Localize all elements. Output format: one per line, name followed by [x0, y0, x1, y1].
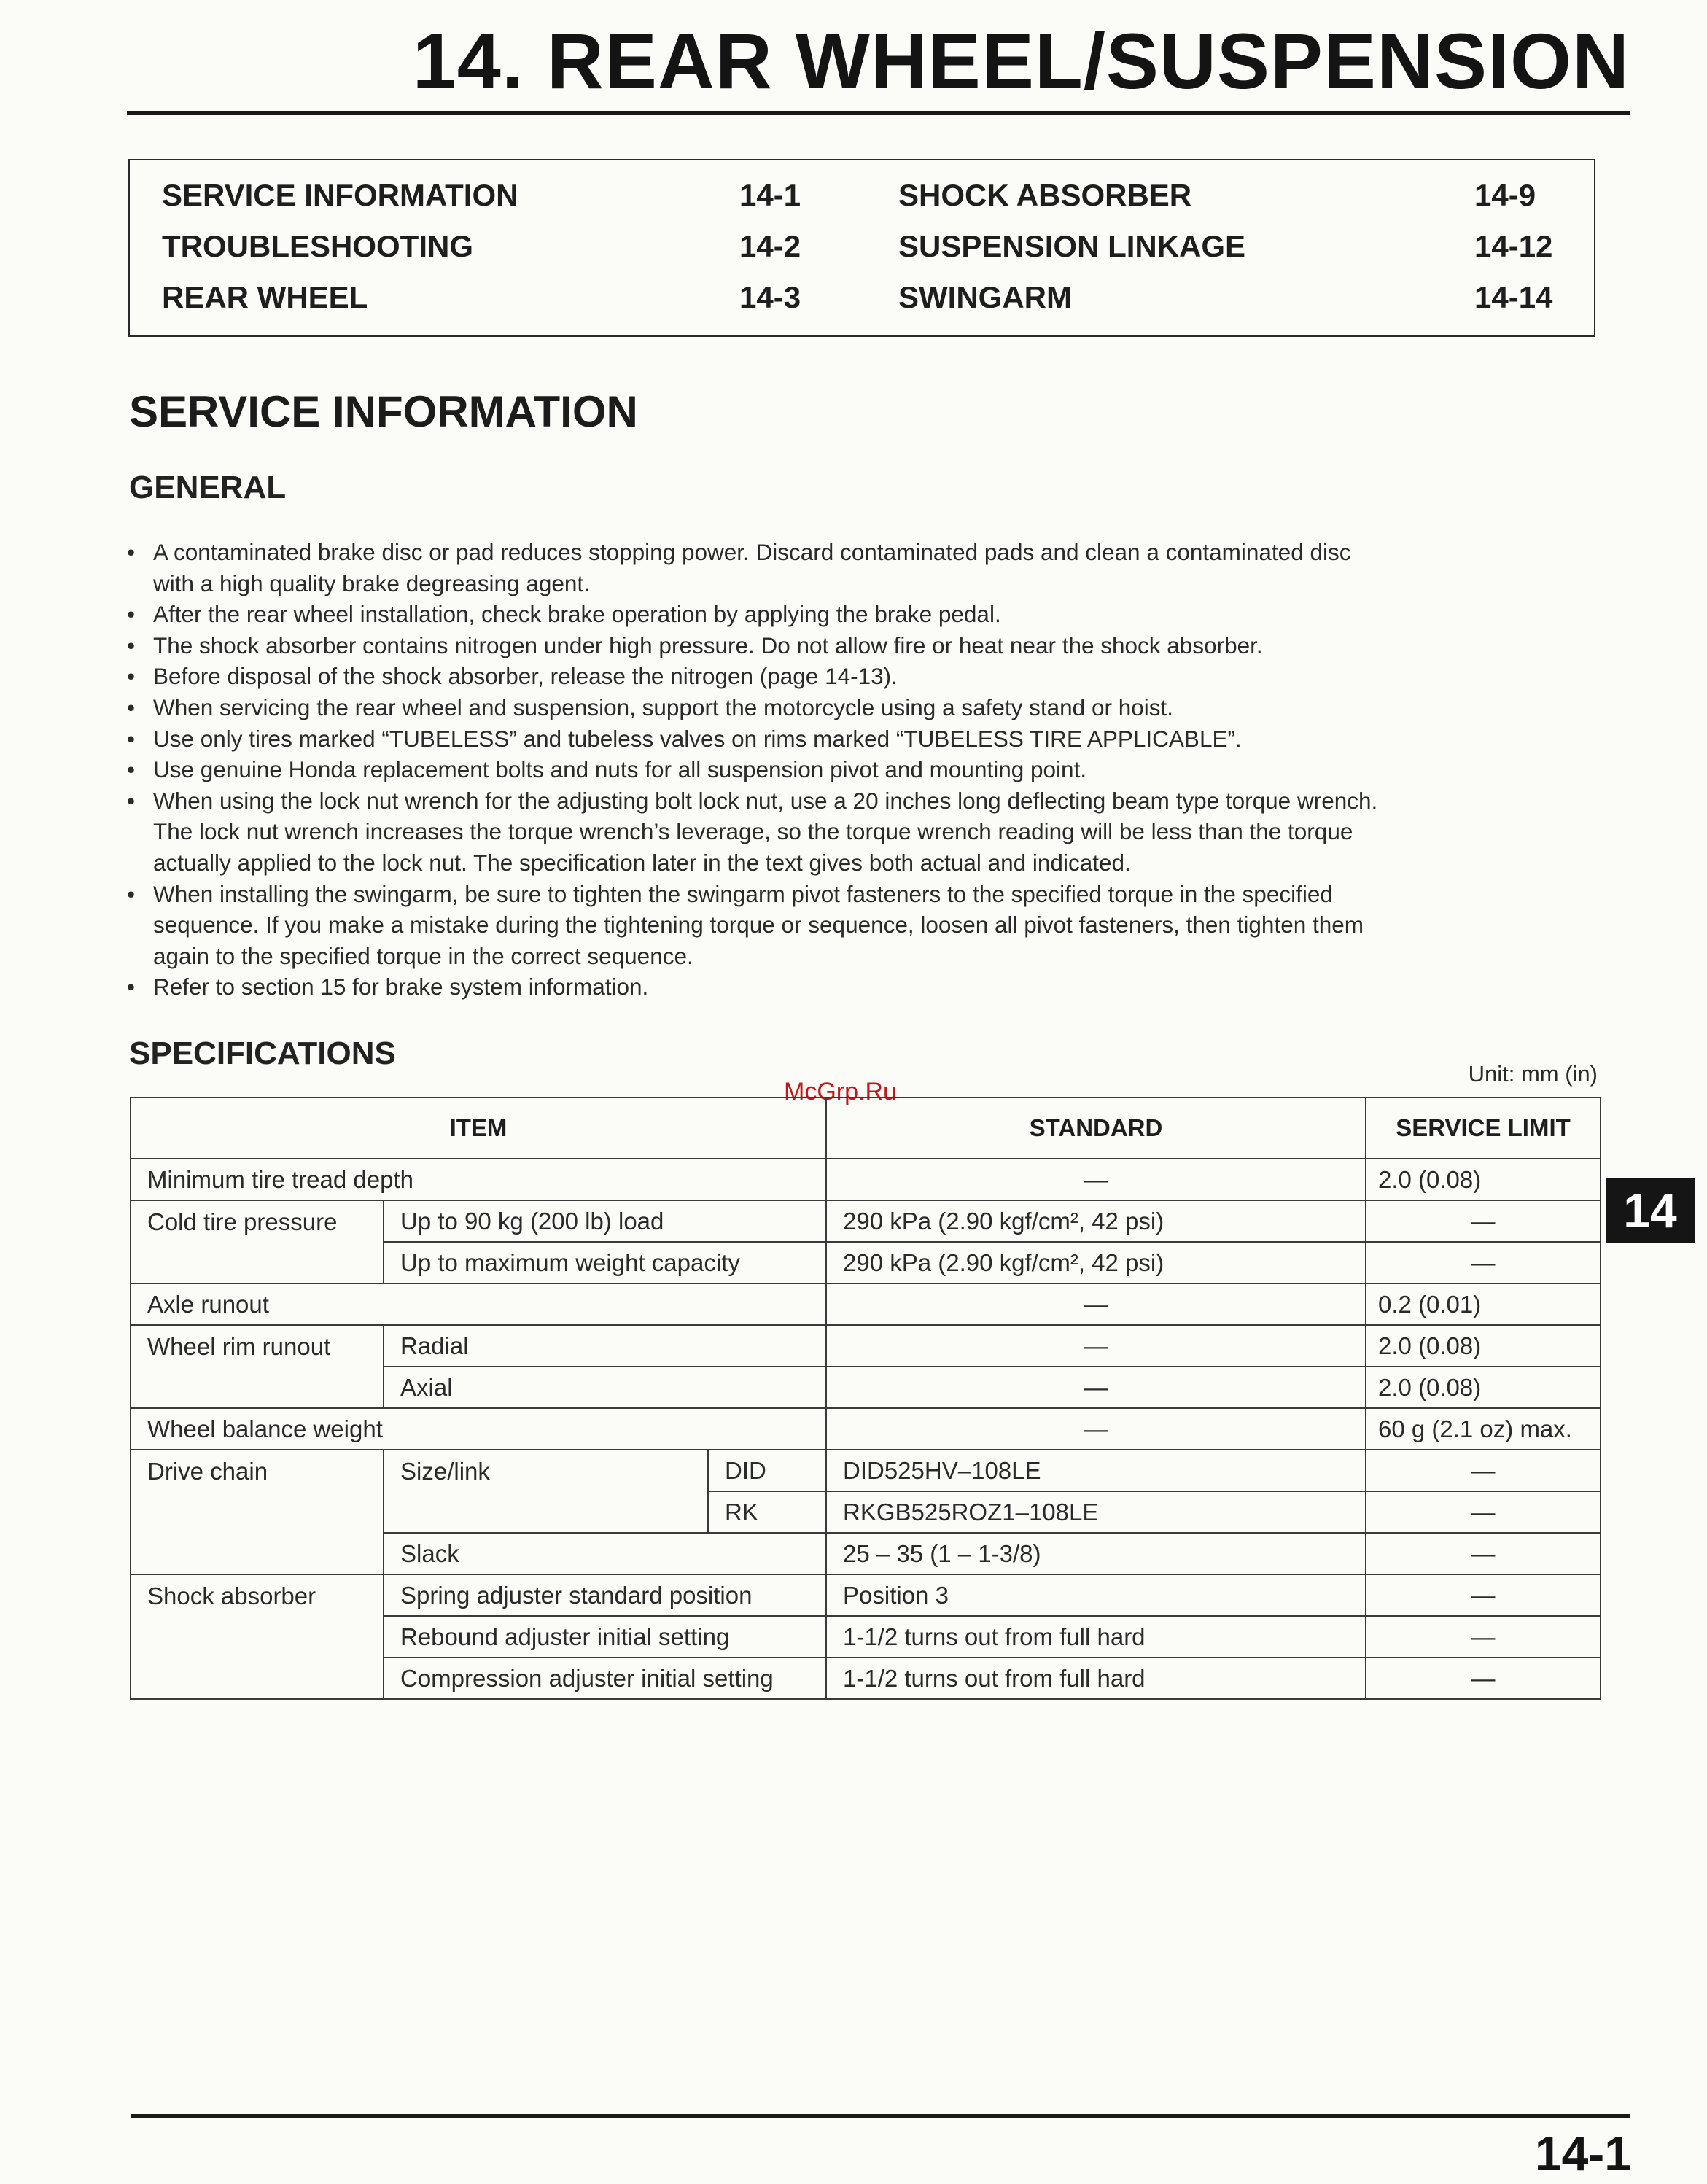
unit-label: Unit: mm (in) — [1468, 1061, 1598, 1087]
page-number: 14-1 — [1534, 2126, 1631, 2180]
standard-cell: 290 kPa (2.90 kgf/cm², 42 psi) — [826, 1242, 1366, 1283]
item-cell: Shock absorber — [131, 1574, 384, 1699]
toc-item-swingarm[interactable]: SWINGARM — [898, 280, 1072, 314]
brand-cell: DID — [708, 1450, 826, 1491]
standard-cell: 290 kPa (2.90 kgf/cm², 42 psi) — [826, 1200, 1366, 1242]
list-item: • When installing the swingarm, be sure to tighten the swingarm pivot fasteners to the specified torque in the specified sequence. If you make a mistake during the tightening torque or sequence, loosen all pivot fasteners, then tighten them again to the specified torque in the correct sequence. — [127, 880, 1364, 969]
header-item: ITEM — [131, 1097, 826, 1159]
subitem-cell: Axial — [384, 1367, 826, 1408]
footer-rule — [131, 2114, 1630, 2118]
limit-cell: 60 g (2.1 oz) max. — [1366, 1408, 1601, 1450]
table-row — [131, 1574, 1601, 1616]
subitem-cell: Size/link — [384, 1450, 708, 1533]
toc-item-shock-absorber[interactable]: SHOCK ABSORBER — [898, 178, 1192, 212]
title-rule — [127, 111, 1630, 115]
limit-cell: — — [1366, 1200, 1601, 1242]
toc-item-service-information[interactable]: SERVICE INFORMATION — [162, 178, 518, 212]
table-header-row — [131, 1097, 1601, 1159]
list-item: • Use genuine Honda replacement bolts and nuts for all suspension pivot and mounting point. — [127, 756, 1087, 783]
subitem-cell: Rebound adjuster initial setting — [384, 1616, 826, 1658]
subitem-cell: Slack — [384, 1533, 826, 1574]
standard-cell: 25 – 35 (1 – 1-3/8) — [826, 1533, 1366, 1574]
toc-page-service-information: 14-1 — [739, 178, 801, 212]
item-cell: Cold tire pressure — [131, 1200, 384, 1283]
toc-item-troubleshooting[interactable]: TROUBLESHOOTING — [162, 229, 473, 263]
standard-cell: — — [826, 1159, 1366, 1200]
limit-cell: 2.0 (0.08) — [1366, 1367, 1601, 1408]
standard-cell: — — [826, 1408, 1366, 1450]
limit-cell: — — [1366, 1533, 1601, 1574]
limit-cell: — — [1366, 1616, 1601, 1658]
standard-cell: — — [826, 1283, 1366, 1325]
limit-cell: 0.2 (0.01) — [1366, 1283, 1601, 1325]
toc-page-rear-wheel: 14-3 — [739, 280, 801, 314]
toc-item-rear-wheel[interactable]: REAR WHEEL — [162, 280, 368, 314]
standard-cell: — — [826, 1325, 1366, 1367]
table-row — [131, 1408, 1601, 1450]
section-tab: 14 — [1606, 1178, 1695, 1243]
specifications-heading: SPECIFICATIONS — [129, 1035, 396, 1071]
standard-cell: 1-1/2 turns out from full hard — [826, 1658, 1366, 1699]
section-heading: SERVICE INFORMATION — [129, 387, 638, 436]
table-row — [131, 1325, 1601, 1367]
standard-cell: DID525HV–108LE — [826, 1450, 1366, 1491]
chapter-title: 14. REAR WHEEL/SUSPENSION — [412, 17, 1630, 105]
item-cell: Minimum tire tread depth — [131, 1159, 826, 1200]
limit-cell: — — [1366, 1658, 1601, 1699]
standard-cell: RKGB525ROZ1–108LE — [826, 1491, 1366, 1533]
list-item: • A contaminated brake disc or pad reduces stopping power. Discard contaminated pads and clean a contaminated disc with a high quality brake degreasing agent. — [127, 539, 1351, 596]
list-item: • After the rear wheel installation, check brake operation by applying the brake pedal. — [127, 601, 1001, 628]
toc-page-suspension-linkage: 14-12 — [1474, 229, 1553, 263]
subitem-cell: Spring adjuster standard position — [384, 1574, 826, 1616]
limit-cell: — — [1366, 1491, 1601, 1533]
toc-page-shock-absorber: 14-9 — [1474, 178, 1536, 212]
table-row — [131, 1283, 1601, 1325]
list-item: • When servicing the rear wheel and suspension, support the motorcycle using a safety stand or hoist. — [127, 693, 1173, 720]
header-service-limit: SERVICE LIMIT — [1366, 1097, 1601, 1159]
limit-cell: — — [1366, 1574, 1601, 1616]
standard-cell: — — [826, 1367, 1366, 1408]
limit-cell: 2.0 (0.08) — [1366, 1159, 1601, 1200]
general-heading: GENERAL — [129, 470, 287, 505]
table-row — [131, 1450, 1601, 1491]
brand-cell: RK — [708, 1491, 826, 1533]
limit-cell: — — [1366, 1450, 1601, 1491]
watermark: McGrp.Ru — [784, 1078, 897, 1105]
standard-cell: Position 3 — [826, 1574, 1366, 1616]
header-standard: STANDARD — [826, 1097, 1366, 1159]
specifications-table — [130, 1097, 1601, 1700]
list-item: • The shock absorber contains nitrogen under high pressure. Do not allow fire or heat near the shock absorber. — [127, 632, 1263, 658]
toc-page-swingarm: 14-14 — [1474, 280, 1553, 314]
item-cell: Drive chain — [131, 1450, 384, 1574]
table-of-contents — [128, 159, 1595, 337]
toc-page-troubleshooting: 14-2 — [739, 229, 801, 263]
general-notes-list — [127, 537, 1600, 1003]
subitem-cell: Up to 90 kg (200 lb) load — [384, 1200, 826, 1242]
toc-item-suspension-linkage[interactable]: SUSPENSION LINKAGE — [898, 229, 1246, 263]
standard-cell: 1-1/2 turns out from full hard — [826, 1616, 1366, 1658]
list-item: • Before disposal of the shock absorber, release the nitrogen (page 14-13). — [127, 663, 898, 690]
item-cell: Axle runout — [131, 1283, 826, 1325]
table-row — [131, 1200, 1601, 1242]
subitem-cell: Radial — [384, 1325, 826, 1367]
item-cell: Wheel balance weight — [131, 1408, 826, 1450]
list-item: • Use only tires marked “TUBELESS” and tubeless valves on rims marked “TUBELESS TIRE APPLICABLE”. — [127, 725, 1242, 752]
list-item: • When using the lock nut wrench for the adjusting bolt lock nut, use a 20 inches long deflecting beam type torque wrench. The lock nut wrench increases the torque wrench’s leverage, so the torque wrench reading will be less than the torque actually applied to the lock nut. The specification later in the text gives both actual and indicated. — [127, 787, 1378, 876]
list-item: • Refer to section 15 for brake system information. — [127, 974, 649, 1000]
subitem-cell: Compression adjuster initial setting — [384, 1658, 826, 1699]
item-cell: Wheel rim runout — [131, 1325, 384, 1408]
limit-cell: — — [1366, 1242, 1601, 1283]
limit-cell: 2.0 (0.08) — [1366, 1325, 1601, 1367]
table-row — [131, 1159, 1601, 1200]
subitem-cell: Up to maximum weight capacity — [384, 1242, 826, 1283]
